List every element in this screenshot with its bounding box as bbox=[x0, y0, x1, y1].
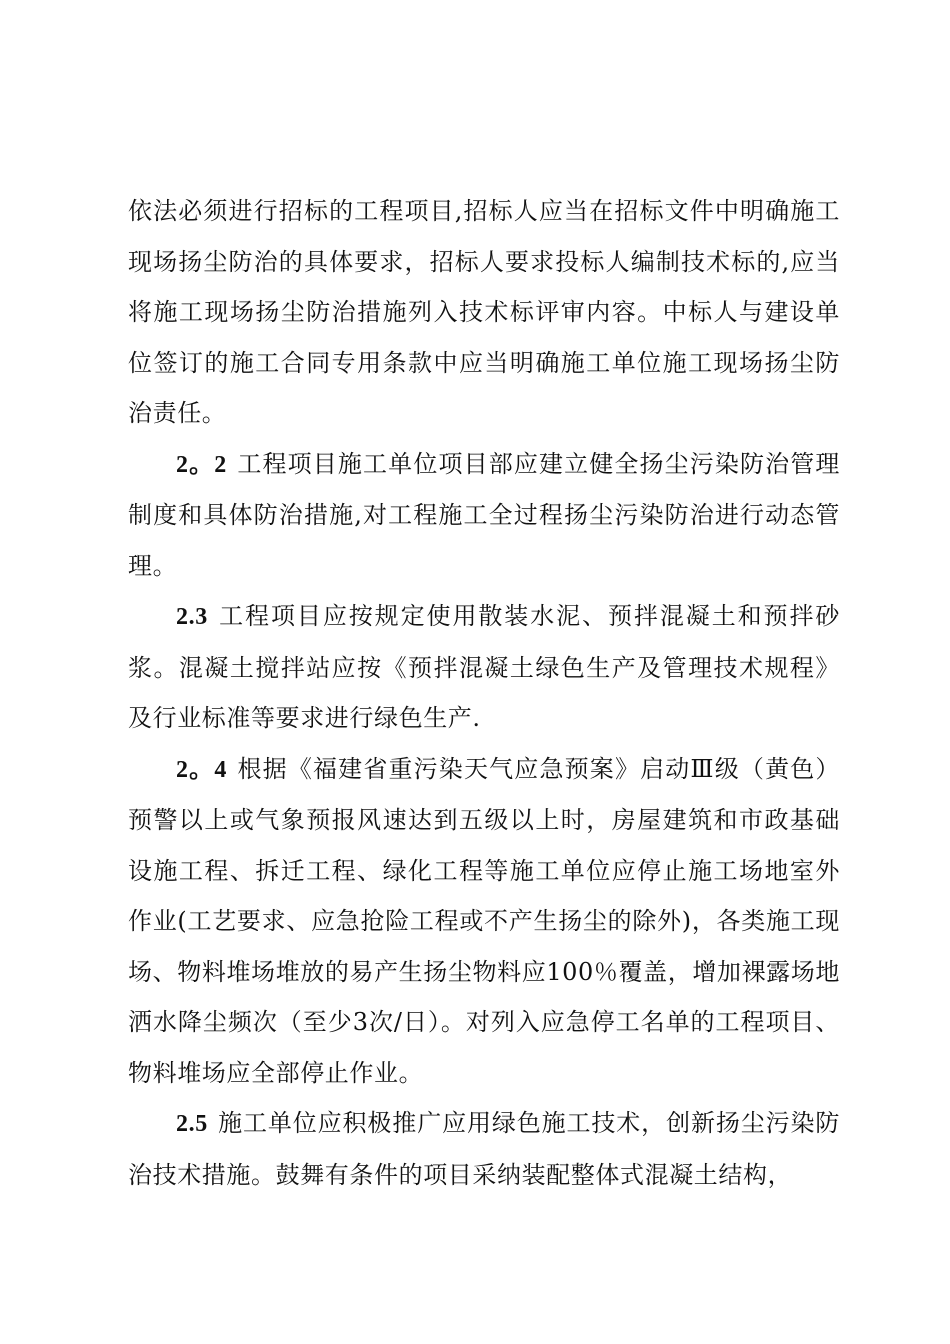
paragraph-text: 工程项目应按规定使用散装水泥、预拌混凝土和预拌砂浆。混凝土搅拌站应按《预拌混凝土绿色生产及管理技术规程》及行业标准等要求进行绿色生产. bbox=[128, 602, 840, 732]
paragraph-continuation bbox=[128, 186, 840, 439]
document-body bbox=[128, 186, 840, 1200]
paragraph-number: 2.5 bbox=[176, 1111, 208, 1137]
paragraph-text: 工程项目施工单位项目部应建立健全扬尘污染防治管理制度和具体防治措施,对工程施工全过程扬尘污染防治进行动态管理。 bbox=[128, 449, 840, 580]
paragraph-number: 2。2 bbox=[176, 451, 227, 478]
paragraph-2-5 bbox=[128, 1098, 840, 1200]
paragraph-number: 2。4 bbox=[176, 756, 227, 783]
paragraph-text: 依法必须进行招标的工程项目,招标人应当在招标文件中明确施工现场扬尘防治的具体要求，招标人要求投标人编制技术标的,应当将施工现场扬尘防治措施列入技术标评审内容。中标人与建设单位签订的施工合同专用条款中应当明确施工单位施工现场扬尘防治责任。 bbox=[128, 197, 840, 427]
paragraph-number: 2.3 bbox=[176, 604, 208, 630]
paragraph-text: 施工单位应积极推广应用绿色施工技术，创新扬尘污染防治技术措施。鼓舞有条件的项目采纳装配整体式混凝土结构， bbox=[128, 1109, 840, 1189]
paragraph-2-3 bbox=[128, 591, 840, 744]
paragraph-2-4 bbox=[128, 744, 840, 1099]
paragraph-2-2 bbox=[128, 439, 840, 592]
paragraph-text: 根据《福建省重污染天气应急预案》启动Ⅲ级（黄色）预警以上或气象预报风速达到五级以上时，房屋建筑和市政基础设施工程、拆迁工程、绿化工程等施工单位应停止施工场地室外作业(工艺要求、应急抢险工程或不产生扬尘的除外)，各类施工现场、物料堆场堆放的易产生扬尘物料应100％覆盖，增加裸露场地洒水降尘频次（至少3次/日）。对列入应急停工名单的工程项目、物料堆场应全部停止作业。 bbox=[128, 754, 840, 1087]
